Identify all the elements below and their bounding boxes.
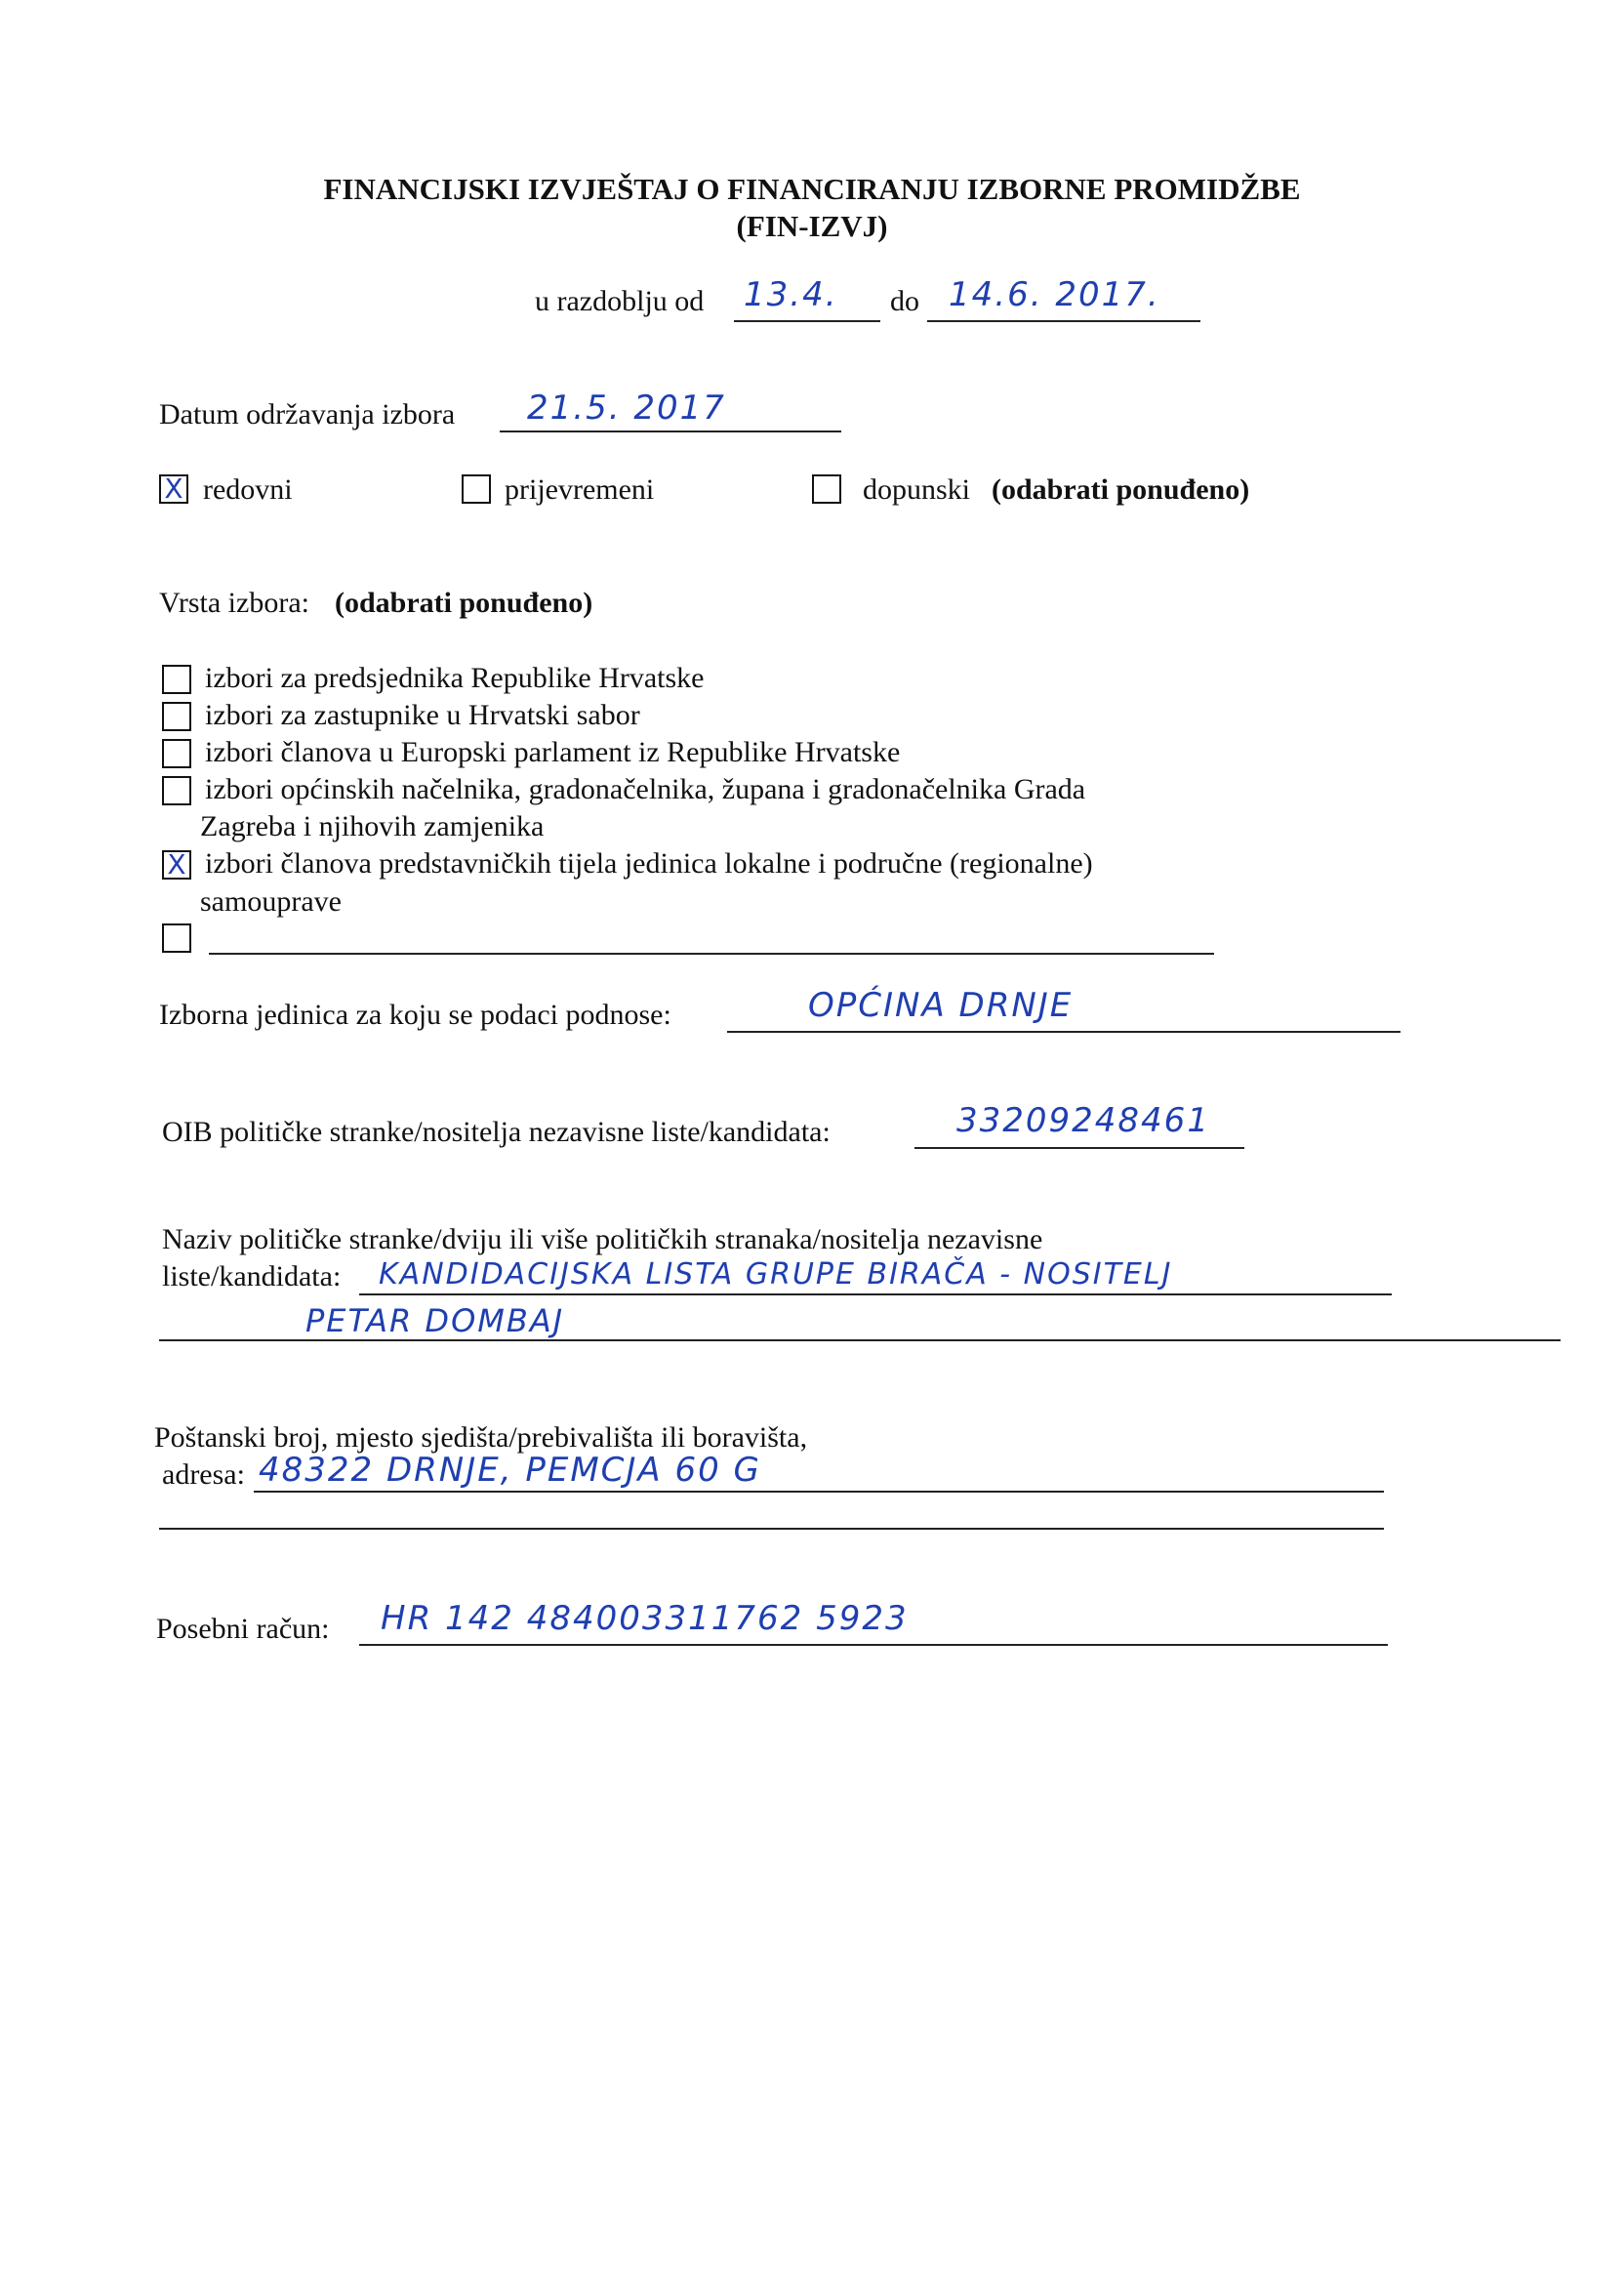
party-value-line2[interactable]: PETAR DOMBAJ — [305, 1302, 565, 1339]
kind-option-eu-parliament: izbori članova u Europski parlament iz Republike Hrvatske — [205, 736, 901, 768]
kind-option-local-bodies-line2: samouprave — [200, 885, 342, 918]
kind-option-president: izbori za predsjednika Republike Hrvatske — [205, 662, 705, 694]
period-to-value[interactable]: 14.6. 2017. — [949, 275, 1160, 314]
checkbox-redovni[interactable] — [159, 474, 188, 504]
address-value[interactable]: 48322 DRNJE, PEMCJA 60 G — [259, 1451, 761, 1490]
option-prijevremeni-label: prijevremeni — [505, 473, 655, 506]
checkbox-kind-president[interactable] — [162, 665, 191, 694]
unit-label: Izborna jedinica za koju se podaci podnose: — [159, 999, 671, 1031]
party-line1 — [359, 1293, 1392, 1295]
election-date-value[interactable]: 21.5. 2017 — [527, 389, 726, 428]
form-subtitle: (FIN-IZVJ) — [736, 209, 888, 243]
form-title: FINANCIJSKI IZVJEŠTAJ O FINANCIRANJU IZBORNE PROMIDŽBE — [323, 172, 1301, 206]
checkbox-kind-mayors[interactable] — [162, 776, 191, 805]
period-to-label: do — [890, 285, 919, 317]
checkbox-kind-other[interactable] — [162, 923, 191, 953]
checkbox-kind-local-bodies[interactable] — [162, 850, 191, 880]
address-line2 — [159, 1528, 1384, 1530]
party-value-line1[interactable]: KANDIDACIJSKA LISTA GRUPE BIRAČA - NOSITELJ — [379, 1257, 1173, 1292]
party-label-line2: liste/kandidata: — [162, 1260, 342, 1292]
check-mark-icon: X — [167, 848, 186, 881]
kind-option-local-bodies-line1: izbori članova predstavničkih tijela jedinica lokalne i područne (regionalne) — [205, 847, 1093, 880]
checkbox-kind-eu-parliament[interactable] — [162, 739, 191, 768]
kind-option-sabor: izbori za zastupnike u Hrvatski sabor — [205, 699, 640, 731]
election-type-hint: (odabrati ponuđeno) — [992, 473, 1250, 506]
checkbox-prijevremeni[interactable] — [462, 474, 491, 504]
period-to-line — [927, 320, 1200, 322]
check-mark-icon: X — [164, 472, 183, 505]
checkbox-kind-sabor[interactable] — [162, 702, 191, 731]
option-redovni-label: redovni — [203, 473, 293, 506]
kind-hint: (odabrati ponuđeno) — [335, 587, 593, 619]
address-label-line2: adresa: — [162, 1458, 245, 1491]
address-label-line1: Poštanski broj, mjesto sjedišta/prebivališta ili boravišta, — [154, 1421, 808, 1454]
account-label: Posebni račun: — [156, 1613, 330, 1645]
address-line1 — [254, 1491, 1384, 1493]
party-label-line1: Naziv političke stranke/dviju ili više političkih stranaka/nositelja nezavisne — [162, 1223, 1043, 1255]
oib-line — [914, 1147, 1244, 1149]
period-from-line — [734, 320, 880, 322]
party-line2 — [159, 1339, 1561, 1341]
kind-option-mayors-line1: izbori općinskih načelnika, gradonačelnika, župana i gradonačelnika Grada — [205, 773, 1086, 805]
kind-label: Vrsta izbora: — [159, 587, 309, 619]
election-date-label: Datum održavanja izbora — [159, 398, 456, 430]
unit-value[interactable]: OPĆINA DRNJE — [808, 986, 1074, 1025]
period-from-value[interactable]: 13.4. — [744, 275, 838, 314]
election-date-line — [500, 430, 841, 432]
oib-label: OIB političke stranke/nositelja nezavisne liste/kandidata: — [162, 1116, 831, 1148]
checkbox-dopunski[interactable] — [812, 474, 841, 504]
account-line — [359, 1644, 1388, 1646]
option-dopunski-label: dopunski — [863, 473, 971, 506]
account-value[interactable]: HR 142 484003311762 5923 — [381, 1599, 909, 1638]
kind-option-mayors-line2: Zagreba i njihovih zamjenika — [200, 810, 545, 842]
kind-other-line — [209, 953, 1214, 955]
unit-line — [727, 1031, 1401, 1033]
oib-value[interactable]: 33209248461 — [956, 1101, 1210, 1140]
period-from-label: u razdoblju od — [535, 285, 705, 317]
